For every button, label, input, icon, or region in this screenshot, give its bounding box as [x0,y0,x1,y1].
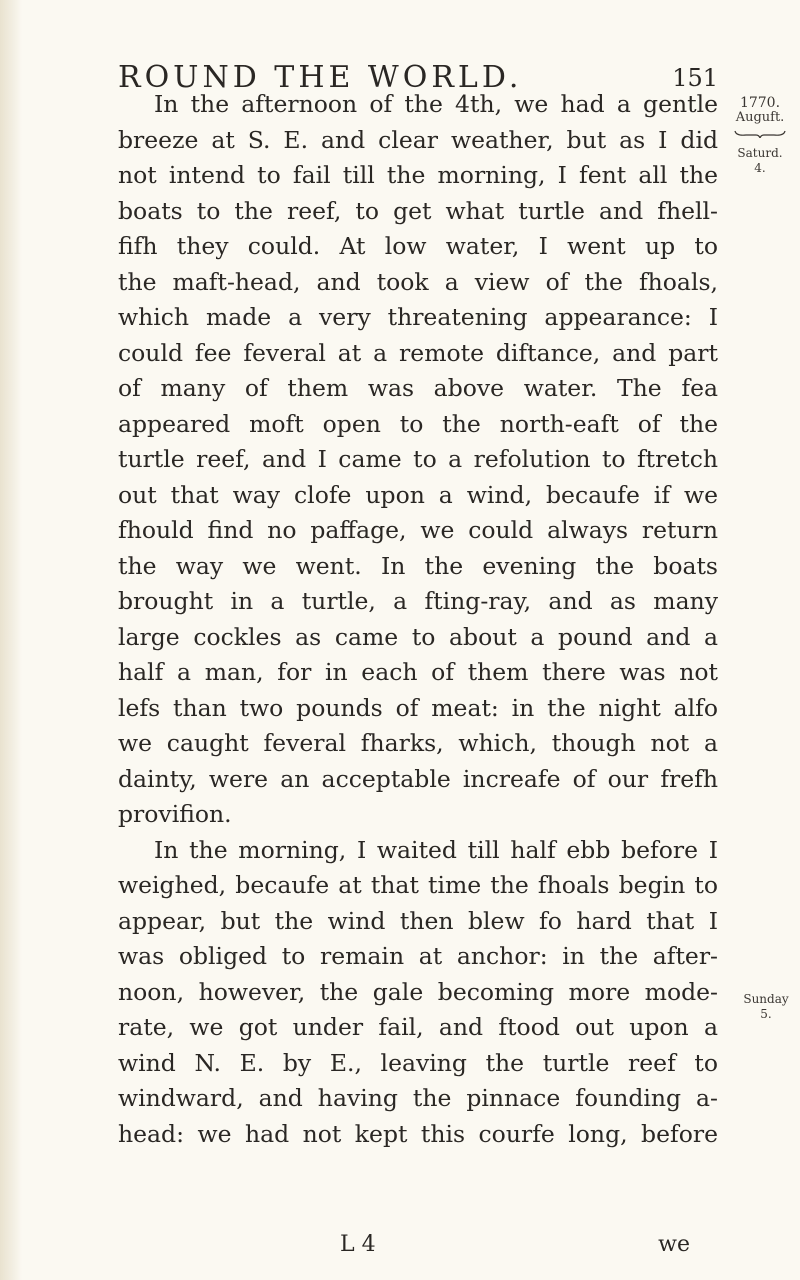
text-line: appeared moft open to the north-eaft of the [118,409,718,438]
text-line: appear, but the wind then blew fo hard that I [118,906,718,935]
signature-mark: L 4 [340,1232,376,1257]
text-line: In the morning, I waited till half ebb before I [154,835,718,864]
page-footer [340,1232,690,1262]
text-line: rate, we got under fail, and ftood out upon a [118,1013,718,1041]
margin-note-year: 1770. [739,95,781,111]
text-line: dainty, were an acceptable increafe of our frefh [118,764,718,793]
body-text [118,87,718,1152]
text-line: the maft-head, and took a view of the fhoals, [118,267,718,296]
text-line: not intend to fail till the morning, I fent all the [118,161,718,189]
text-line: wind N. E. by E., leaving the turtle reef to [118,1048,718,1077]
text-line: In the afternoon of the 4th, we had a gentle [154,90,718,118]
page-number: 151 [672,64,718,92]
text-line: out that way clofe upon a wind, becaufe if we [118,480,718,509]
text-line: head: we had not kept this courfe long, before [118,1119,718,1148]
text-line: provifion. [118,800,232,828]
text-line: half a man, for in each of them there was not [118,658,718,686]
text-line: weighed, becaufe at that time the fhoals begin to [118,871,718,899]
text-line: noon, however, the gale becoming more mode- [118,977,718,1006]
text-line: we caught feveral fharks, which, though not a [118,729,718,757]
text-line: boats to the reef, to get what turtle and fhell- [118,196,718,225]
text-line: lefs than two pounds of meat: in the night alfo [118,693,718,722]
text-line: brought in a turtle, a fting-ray, and as many [118,587,718,615]
text-line: of many of them was above water. The fea [118,374,718,402]
text-line: windward, and having the pinnace founding a- [118,1084,718,1112]
margin-brace-icon [734,130,786,138]
text-line: the way we went. In the evening the boats [118,551,718,580]
text-line: turtle reef, and I came to a refolution to ftretch [118,445,718,473]
margin-note-sunday: Sunday 5. [743,992,789,1021]
text-line: fifh they could. At low water, I went up to [118,232,718,260]
text-line: was obliged to remain at anchor: in the after- [118,942,718,970]
margin-note-saturday: Saturd. 4. [737,146,783,175]
catchword: we [658,1232,690,1257]
margin-note-month: Auguft. [735,110,785,125]
text-line: large cockles as came to about a pound and a [118,622,718,651]
text-line: could fee feveral at a remote diftance, and part [118,338,718,367]
text-line: breeze at S. E. and clear weather, but as I did [118,125,718,154]
text-line: which made a very threatening appearance: I [118,303,718,331]
page-gutter-shadow [0,0,22,1280]
text-line: fhould find no paffage, we could always return [118,516,718,544]
running-head: ROUND THE WORLD. [118,60,523,95]
